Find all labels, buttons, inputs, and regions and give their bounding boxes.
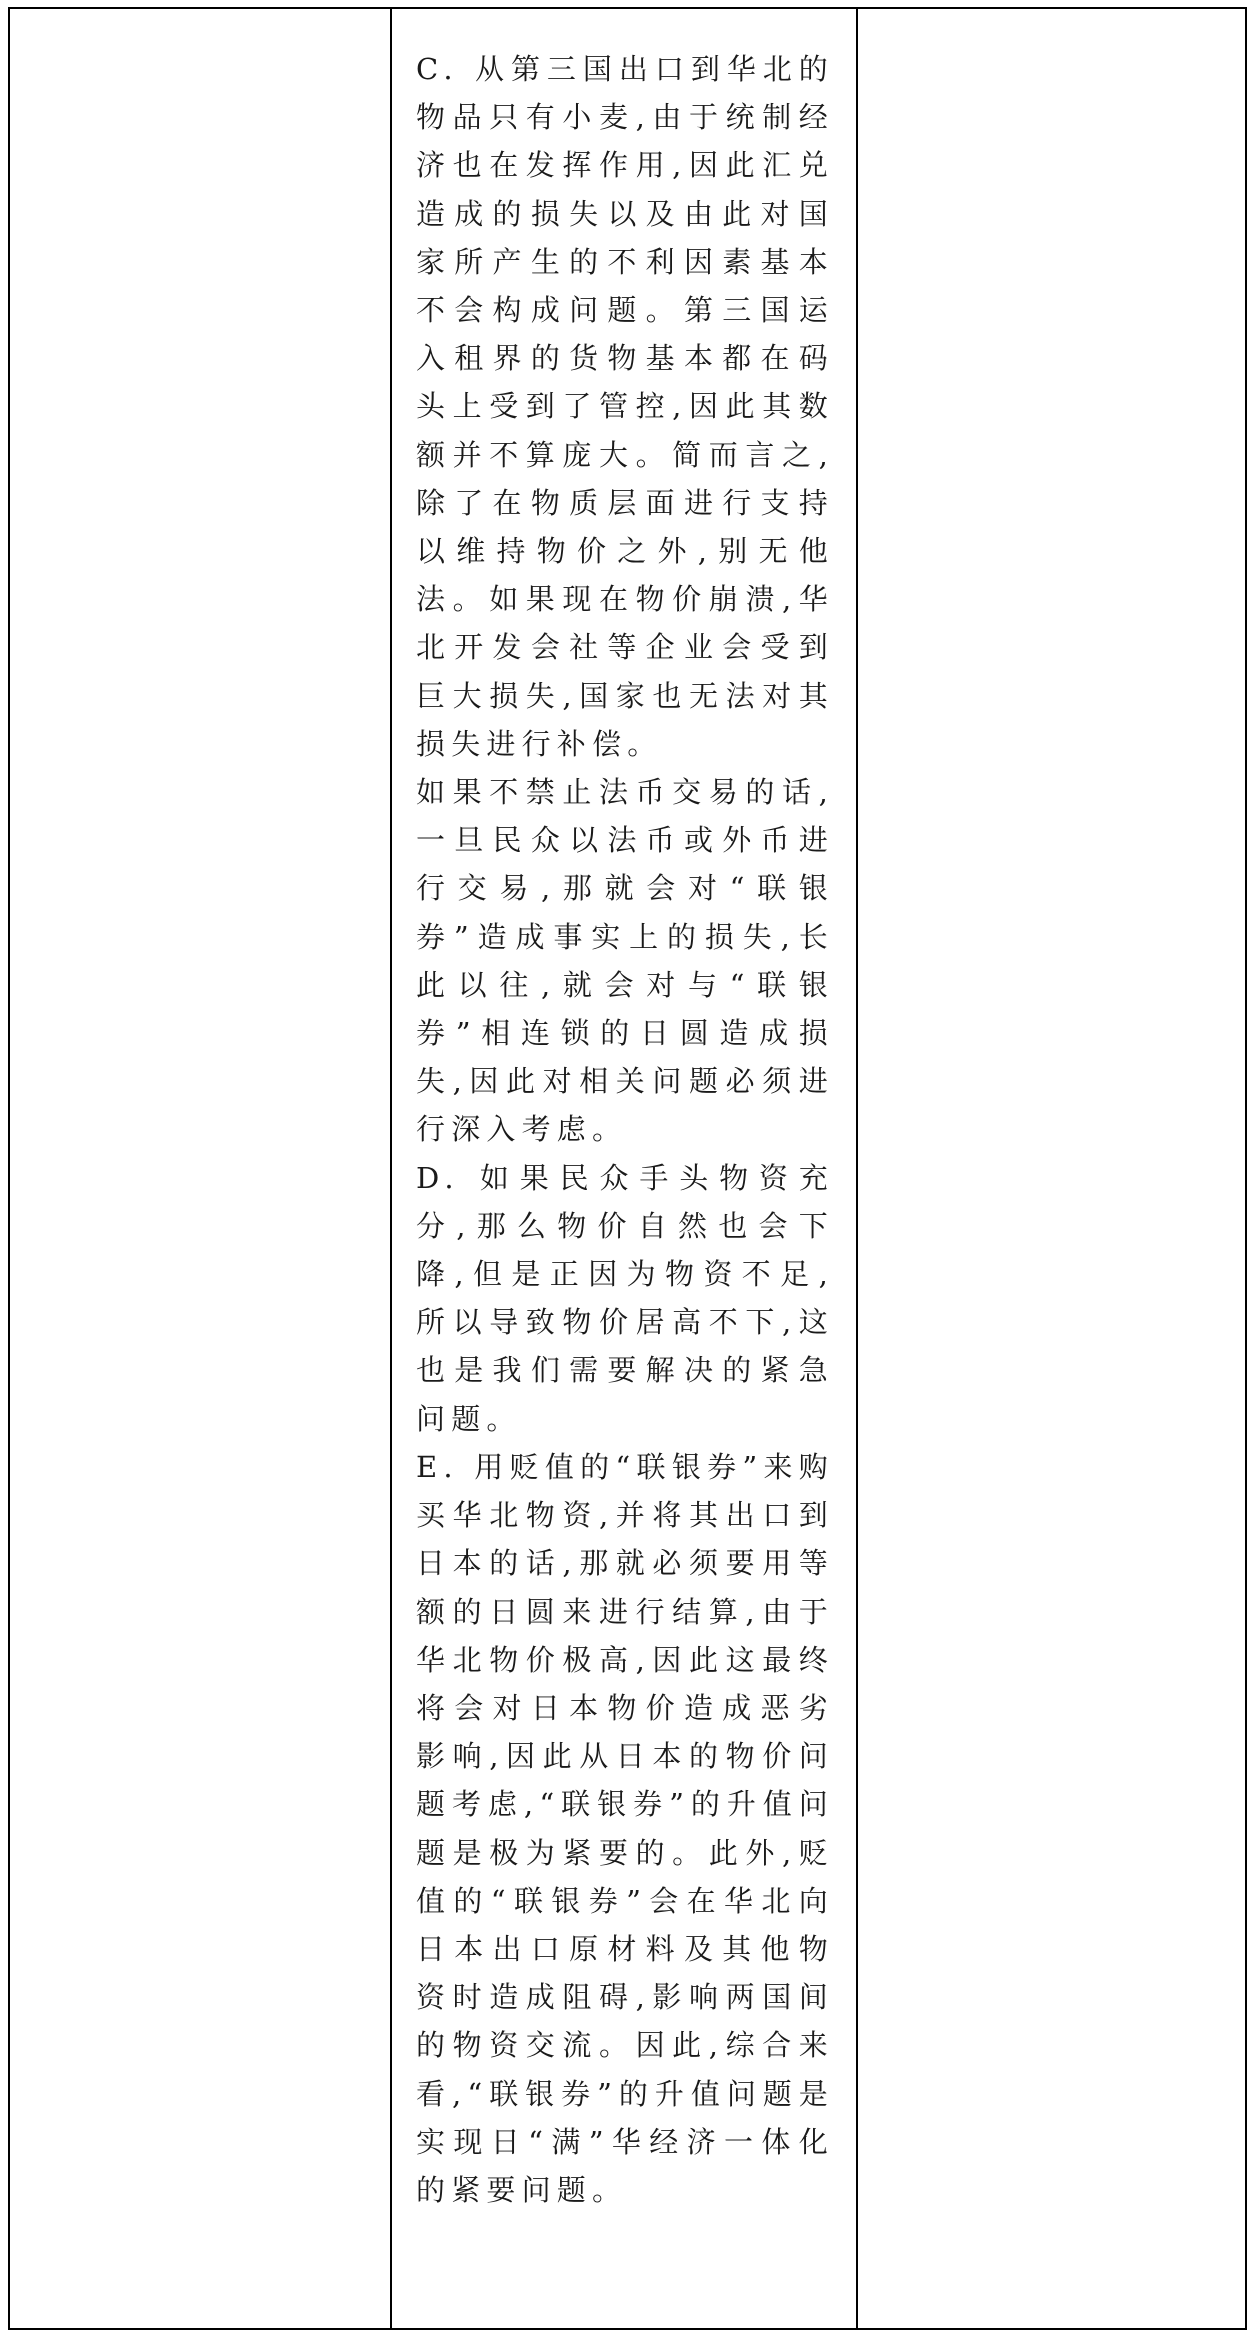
paragraph-e: E. 用贬值的“联银券”来购买华北物资,并将其出口到日本的话,那就必须要用等额的日圆来进行结算,由于华北物价极高,因此这最终将会对日本物价造成恶劣影响,因此从日本的物价问题考虑,“联银券”的升值问题是极为紧要的。此外,贬值的“联银券”会在华北向日本出口原材料及其他物资时造成阻碍,影响两国间的物资交流。因此,综合来看,“联银券”的升值问题是实现日“满”华经济一体化的紧要问题。	[416, 1449, 834, 2207]
document-table	[8, 7, 1247, 2330]
paragraph-fabi: 如果不禁止法币交易的话,一旦民众以法币或外币进行交易,那就会对“联银券”造成事实上的损失,长此以往,就会对与“联银券”相连锁的日圆造成损失,因此对相关问题必须进行深入考虑。	[416, 775, 834, 1147]
right-empty-cell	[858, 9, 1245, 2328]
middle-text-cell	[392, 9, 858, 2328]
paragraph-d: D. 如果民众手头物资充分,那么物价自然也会下降,但是正因为物资不足,所以导致物价居高不下,这也是我们需要解决的紧急问题。	[416, 1160, 834, 1436]
left-empty-cell	[10, 9, 392, 2328]
paragraph-c: C. 从第三国出口到华北的物品只有小麦,由于统制经济也在发挥作用,因此汇兑造成的损失以及由此对国家所产生的不利因素基本不会构成问题。第三国运入租界的货物基本都在码头上受到了管控,因此其数额并不算庞大。简而言之,除了在物质层面进行支持以维持物价之外,别无他法。如果现在物价崩溃,华北开发会社等企业会受到巨大损失,国家也无法对其损失进行补偿。	[416, 52, 834, 761]
